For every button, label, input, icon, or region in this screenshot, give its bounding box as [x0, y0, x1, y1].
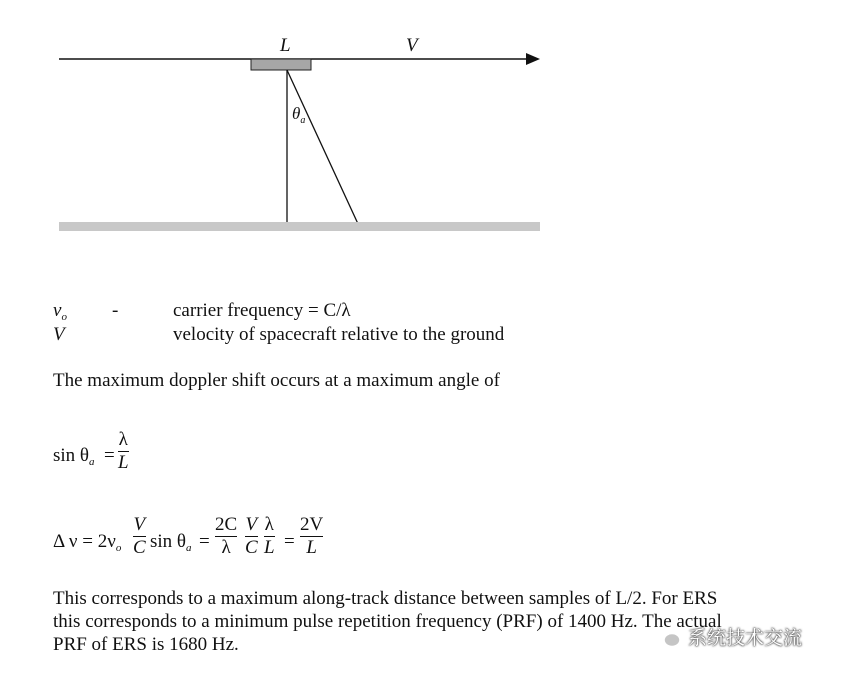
diagram-label-theta [292, 104, 305, 124]
def-text-velocity: velocity of spacecraft relative to the ground [173, 324, 505, 345]
def-text-carrier: carrier frequency = C/λ [173, 300, 351, 321]
eq2-sin-subscript: a [186, 542, 192, 554]
def-symbol-v: V [53, 324, 65, 345]
eq1-fraction [118, 430, 129, 473]
paragraph-line-1: This corresponds to a maximum along-track distance between samples of L/2. For ERS [53, 588, 718, 609]
eq2-equals-a: = [199, 531, 210, 552]
eq2-sin-theta: sin θ [150, 531, 187, 552]
squint-line [287, 70, 359, 226]
ground-bar [59, 222, 540, 231]
eq2-f1-num: V [133, 514, 146, 535]
eq2-fraction-2v-over-l [300, 515, 323, 558]
eq1-equals: = [104, 445, 115, 466]
eq1-sin-theta: sin θ [53, 445, 90, 466]
eq2-f2-num: 2C [215, 514, 238, 535]
diagram-label-v: V [406, 35, 418, 56]
eq2-lhs-subscript: o [115, 542, 122, 554]
velocity-arrowhead [526, 53, 540, 65]
eq2-f3-num: V [245, 514, 258, 535]
wechat-icon [654, 625, 682, 649]
eq1-denominator: L [118, 452, 129, 474]
eq2-f1-den: C [133, 537, 146, 559]
diagram-label-l: L [280, 35, 291, 56]
eq2-f2-den: λ [221, 537, 231, 559]
theta-subscript: a [300, 115, 306, 126]
eq2-fraction-v-over-c-2 [245, 515, 258, 558]
eq2-f5-num: 2V [300, 514, 324, 535]
watermark-text: 系统技术交流 [688, 627, 803, 649]
watermark [654, 623, 802, 650]
nu-subscript: o [61, 311, 67, 323]
eq2-sin [150, 531, 192, 553]
paragraph-max-doppler: The maximum doppler shift occurs at a maximum angle of [53, 370, 500, 391]
eq2-fraction-v-over-c [133, 515, 146, 558]
eq2-delta-nu: Δ ν = 2ν [53, 531, 116, 552]
paragraph-line-3: PRF of ERS is 1680 Hz. [53, 634, 239, 655]
paragraph-line-2: this corresponds to a minimum pulse repetition frequency (PRF) of 1400 Hz. The actual [53, 611, 722, 632]
nu-symbol: ν [53, 300, 62, 321]
eq1-lhs [53, 445, 95, 467]
eq2-f4-den: L [264, 537, 275, 559]
eq2-equals-b: = [284, 531, 295, 552]
theta-symbol: θ [292, 104, 301, 123]
eq2-f4-num: λ [264, 514, 274, 535]
eq2-fraction-2c-over-lambda [215, 515, 237, 558]
def-symbol-nu [53, 300, 67, 322]
eq2-fraction-lambda-over-l [264, 515, 275, 558]
eq1-numerator: λ [118, 429, 128, 450]
geometry-diagram [0, 0, 846, 240]
antenna-rect [251, 59, 311, 70]
eq2-f5-den: L [306, 537, 317, 559]
eq2-lhs [53, 531, 121, 553]
eq1-subscript: a [89, 456, 95, 468]
eq2-f3-den: C [245, 537, 258, 559]
def-dash: - [112, 300, 119, 321]
